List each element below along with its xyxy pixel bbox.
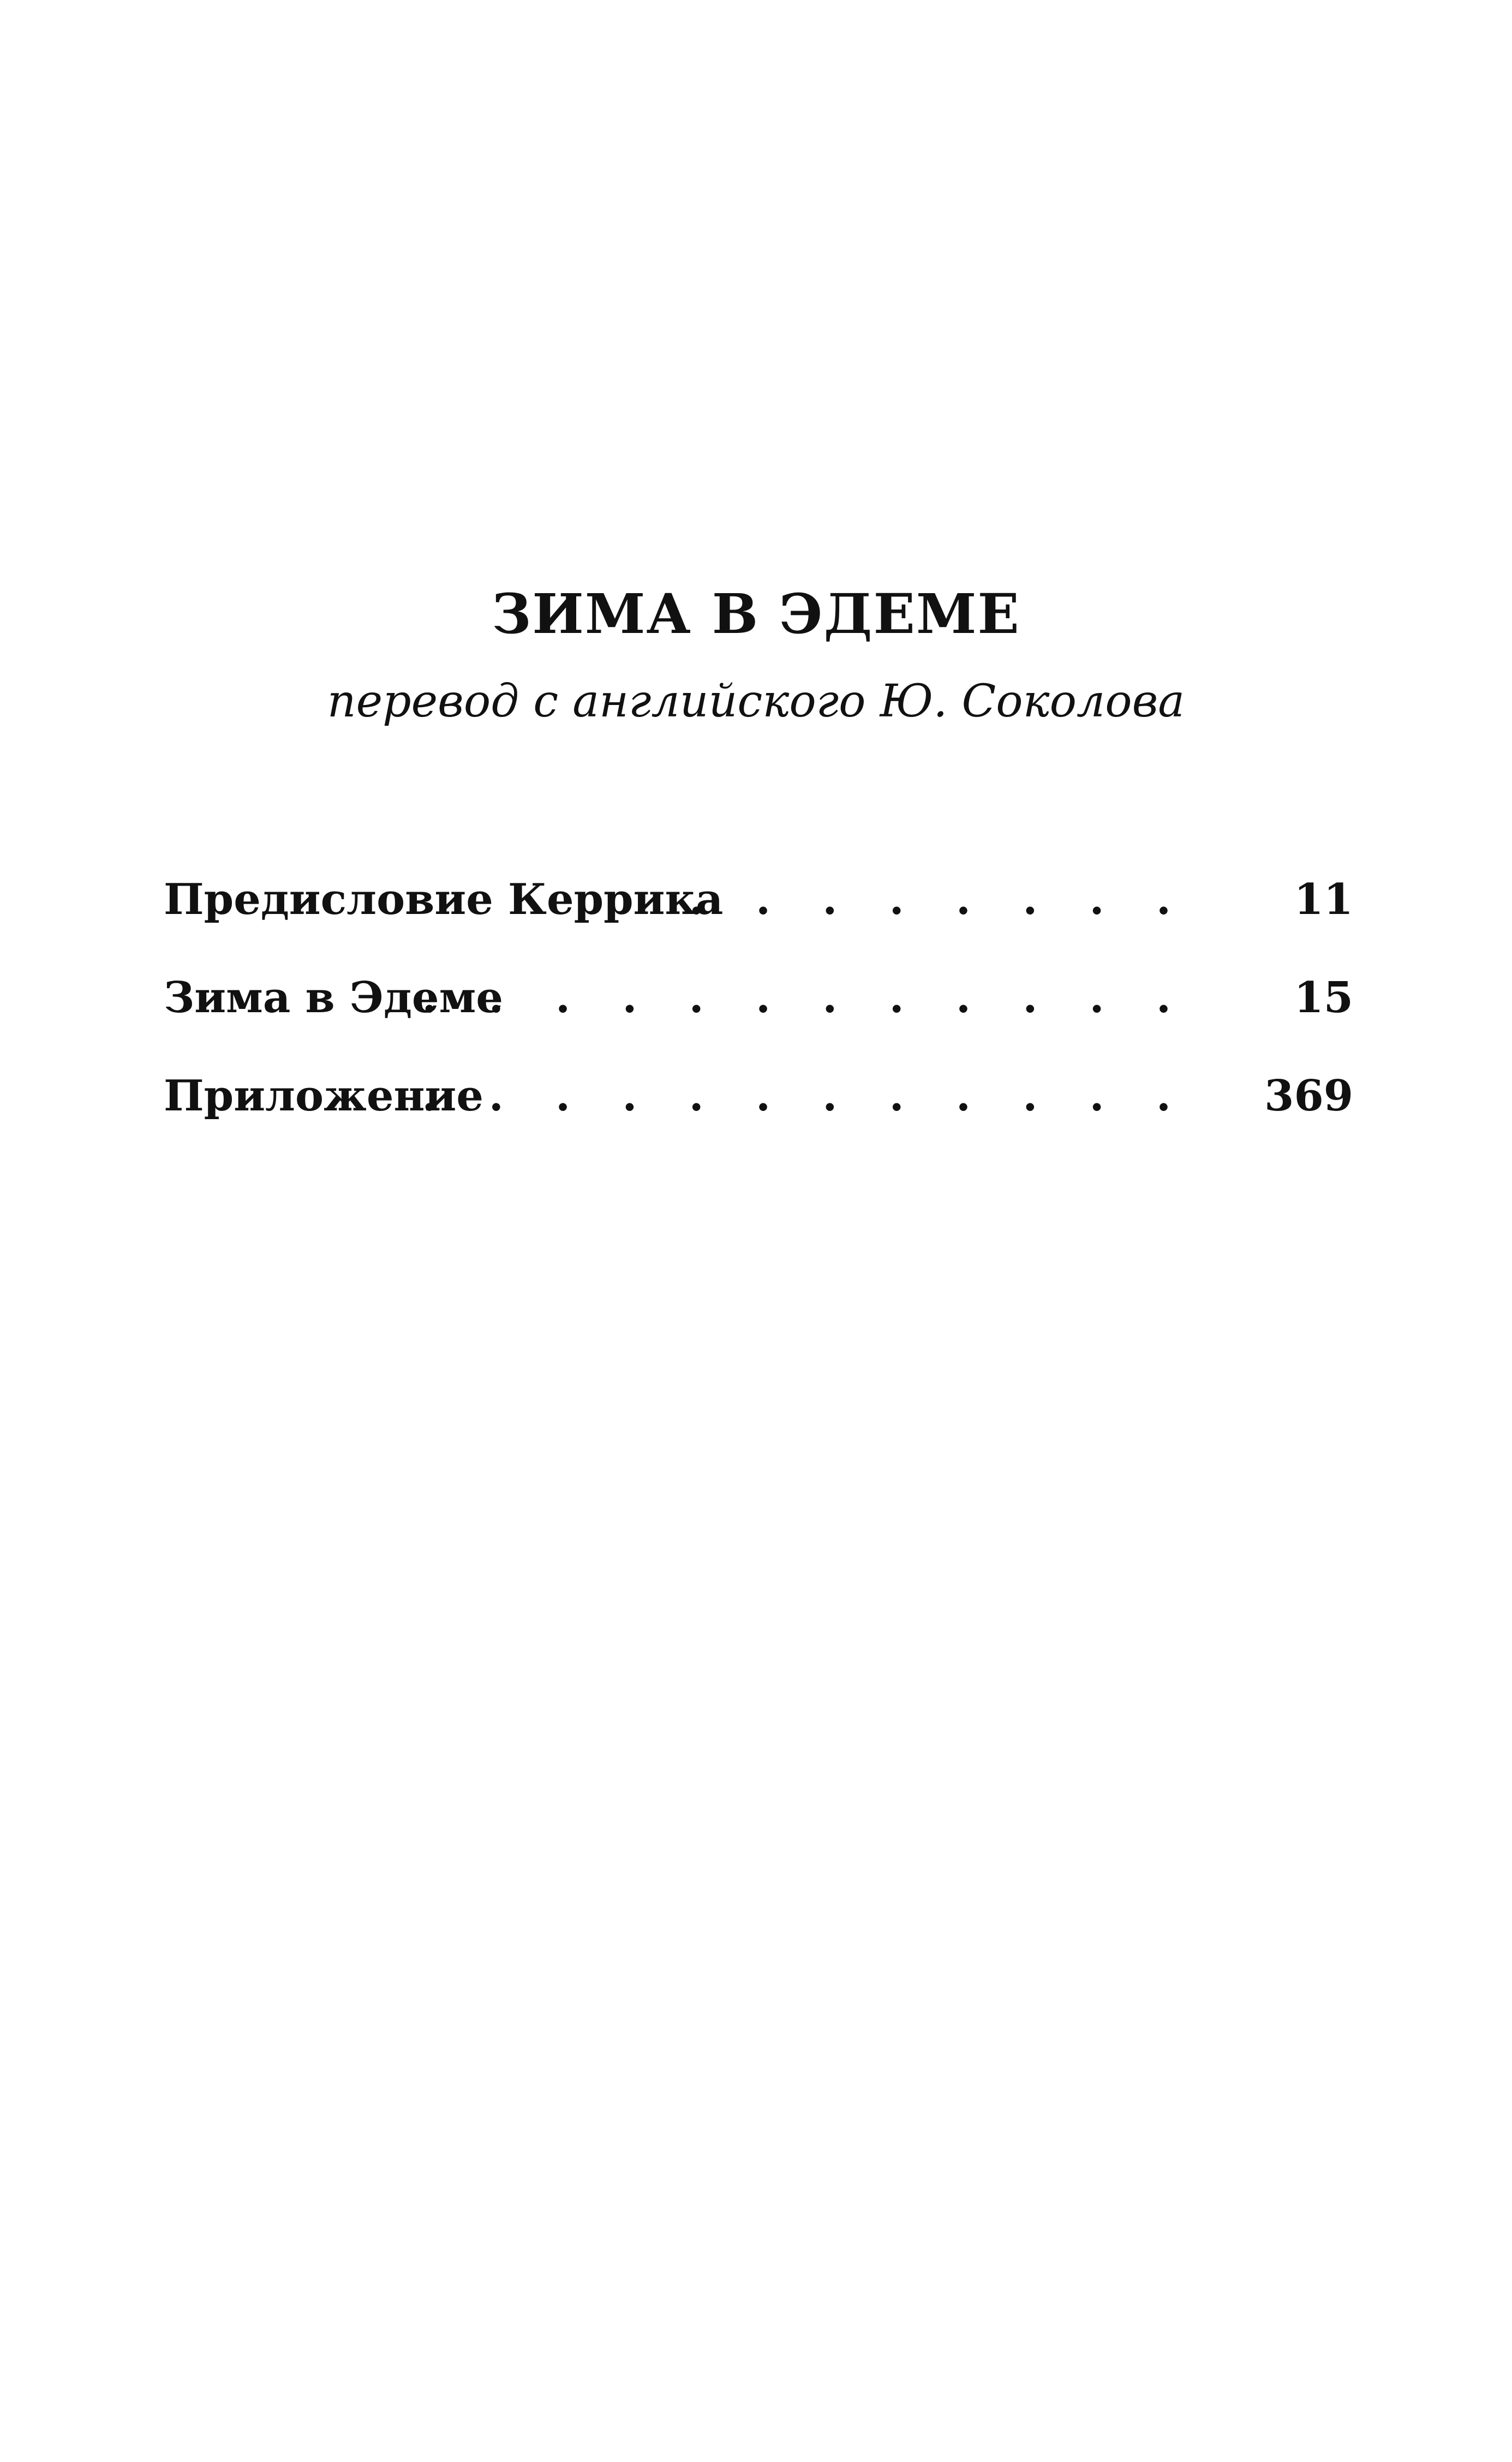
- toc-entry-appendix: [164, 1071, 1353, 1173]
- page-title: ЗИМА В ЭДЕМЕ: [492, 582, 1020, 646]
- toc-leader-dots: . . . . . . . .: [689, 875, 1190, 924]
- toc-page-number: 11: [1294, 875, 1353, 924]
- toc-page-number: 15: [1294, 973, 1353, 1023]
- toc-entry-label: Зима в Эдеме: [164, 973, 503, 1023]
- translator-credit: перевод с английского Ю. Соколова: [327, 676, 1185, 727]
- toc-entry-label: Приложение: [164, 1071, 484, 1121]
- toc-leader-dots: . . . . . . . . . . . .: [422, 973, 1190, 1023]
- toc-entry-winter-in-eden: [164, 973, 1353, 1075]
- toc-leader-dots: . . . . . . . . . . . .: [422, 1071, 1190, 1121]
- toc-entry-label: Предисловие Керрика: [164, 875, 724, 924]
- toc-entry-preface: [164, 875, 1353, 977]
- table-of-contents: [164, 875, 1353, 1173]
- toc-page-number: 369: [1264, 1071, 1353, 1121]
